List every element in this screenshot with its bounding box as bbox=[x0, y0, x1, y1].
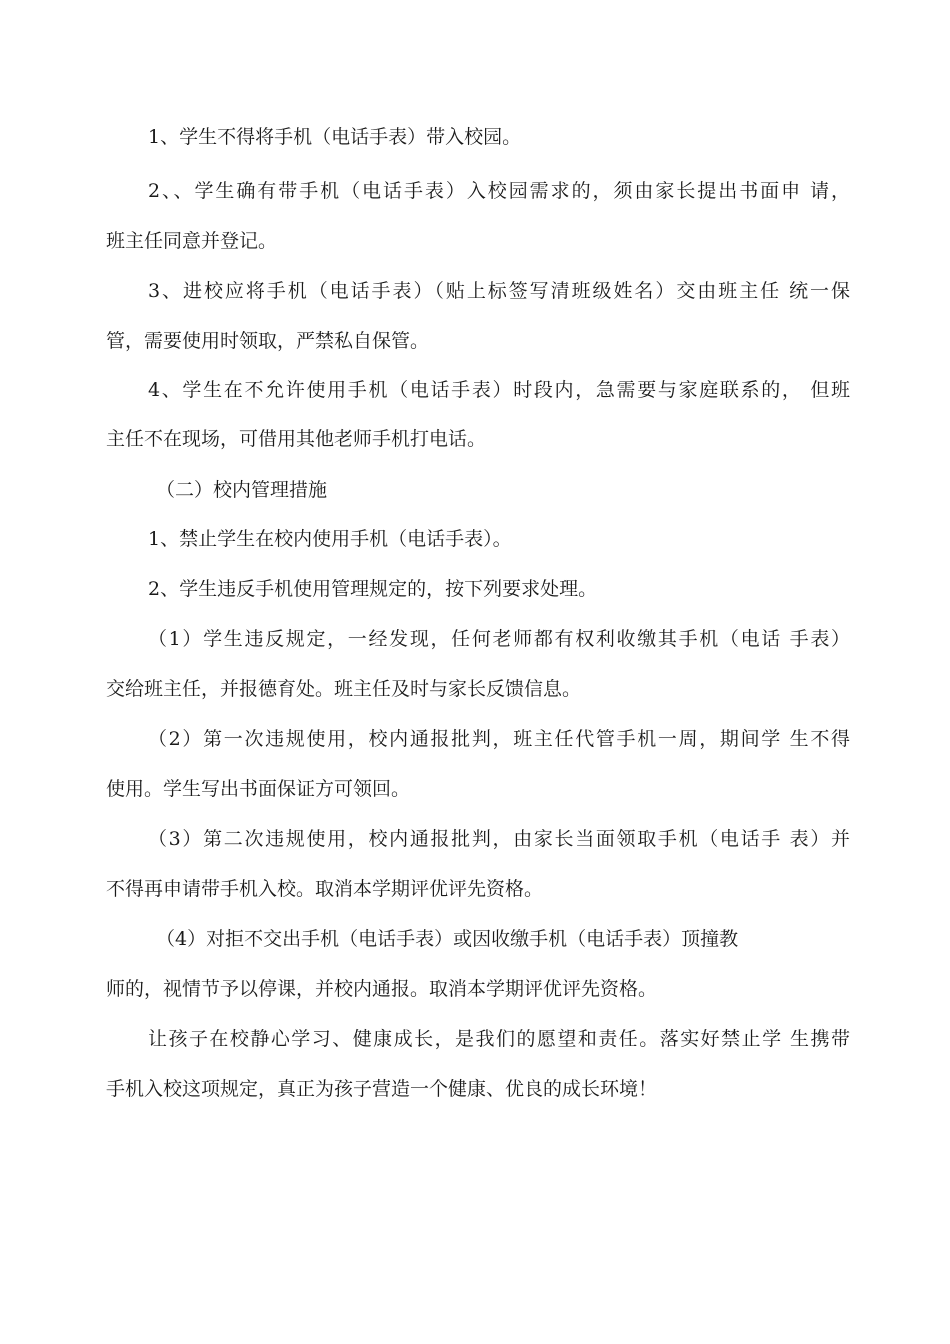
campus-rule-2: 2、学生违反手机使用管理规定的，按下列要求处理。 bbox=[148, 578, 598, 600]
item-4-line-1: （4）对拒不交出手机（电话手表）或因收缴手机（电话手表）顶撞教 bbox=[156, 928, 739, 950]
rule-2-line-1: 2、、学生确有带手机（电话手表）入校园需求的，须由家长提出书面申 请， bbox=[148, 180, 850, 202]
rule-4-line-1: 4、学生在不允许使用手机（电话手表）时段内，急需要与家庭联系的， 但班 bbox=[148, 379, 850, 401]
closing-line-1: 让孩子在校静心学习、健康成长，是我们的愿望和责任。落实好禁止学 生携带 bbox=[148, 1028, 850, 1050]
rule-1: 1、学生不得将手机（电话手表）带入校园。 bbox=[148, 126, 522, 148]
campus-rule-1: 1、禁止学生在校内使用手机（电话手表）。 bbox=[148, 528, 512, 550]
rule-2-line-2: 班主任同意并登记。 bbox=[106, 230, 278, 252]
item-1-line-2: 交给班主任，并报德育处。班主任及时与家长反馈信息。 bbox=[106, 678, 582, 700]
rule-3-line-2: 管，需要使用时领取，严禁私自保管。 bbox=[106, 330, 430, 352]
item-1-line-1: （1）学生违反规定，一经发现，任何老师都有权利收缴其手机（电话 手表） bbox=[148, 628, 850, 650]
item-4-line-2: 师的，视情节予以停课，并校内通报。取消本学期评优评先资格。 bbox=[106, 978, 658, 1000]
rule-4-line-2: 主任不在现场，可借用其他老师手机打电话。 bbox=[106, 428, 487, 450]
item-2-line-1: （2）第一次违规使用，校内通报批判，班主任代管手机一周，期间学 生不得 bbox=[148, 728, 850, 750]
item-3-line-1: （3）第二次违规使用，校内通报批判，由家长当面领取手机（电话手 表）并 bbox=[148, 828, 850, 850]
rule-3-line-1: 3、进校应将手机（电话手表）（贴上标签写清班级姓名）交由班主任 统一保 bbox=[148, 280, 850, 302]
item-3-line-2: 不得再申请带手机入校。取消本学期评优评先资格。 bbox=[106, 878, 544, 900]
closing-line-2: 手机入校这项规定，真正为孩子营造一个健康、优良的成长环境！ bbox=[106, 1078, 658, 1100]
item-2-line-2: 使用。学生写出书面保证方可领回。 bbox=[106, 778, 411, 800]
section-heading: （二）校内管理措施 bbox=[156, 479, 328, 501]
